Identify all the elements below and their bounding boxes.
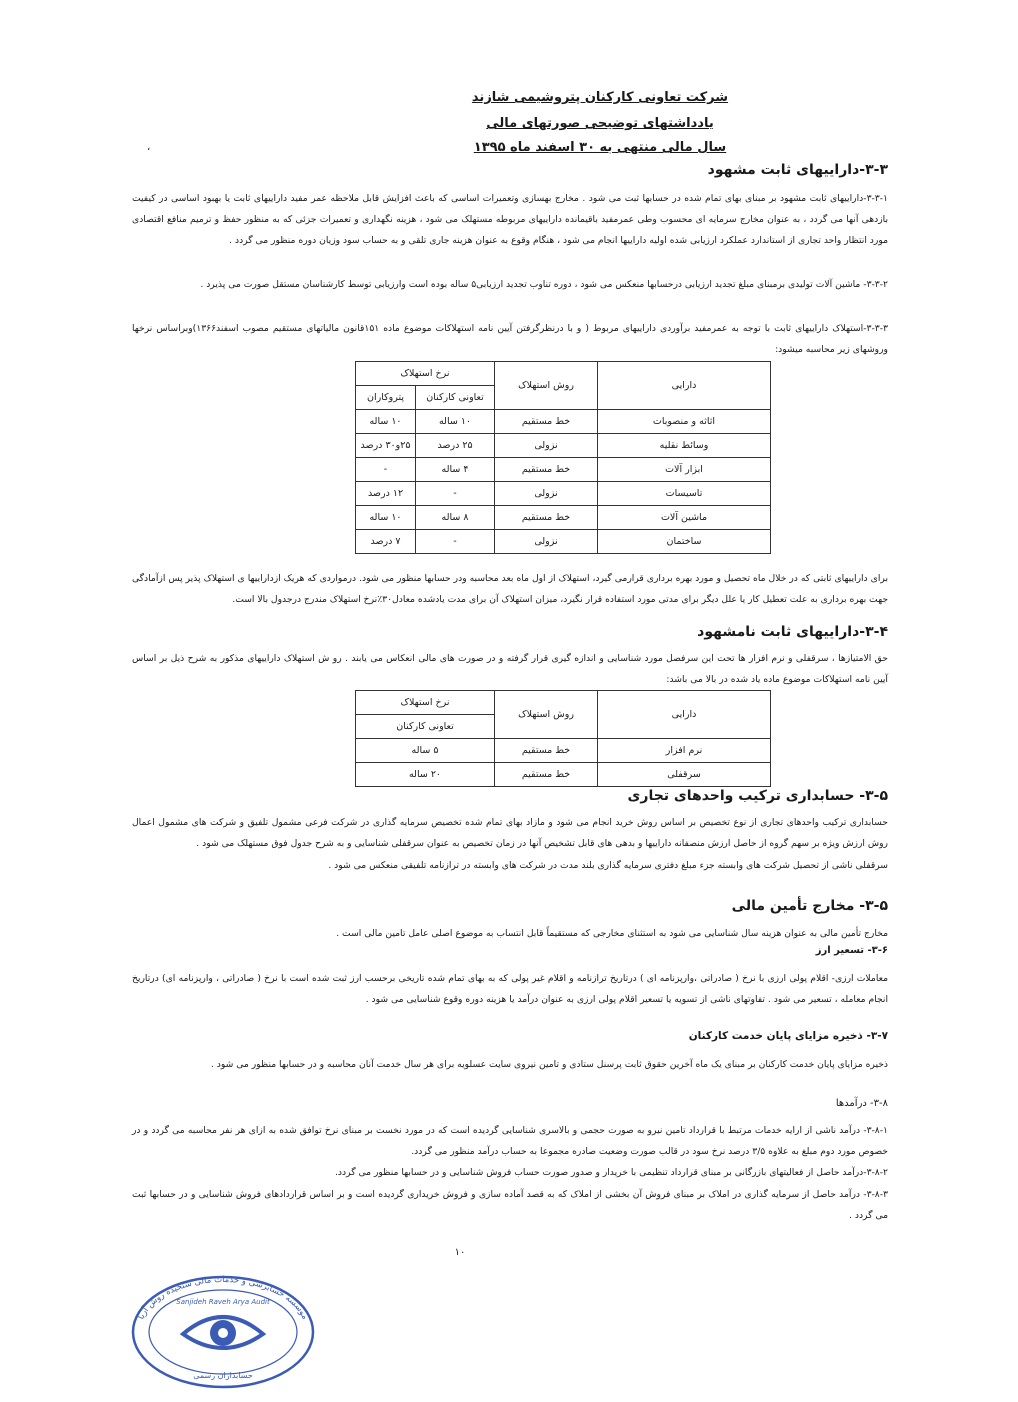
section-3-8-1-text: ۳-۸-۱- درآمد ناشی از ارایه خدمات مرتبط با قرارداد تامین نیرو به صورت حجمی و بالاسری شناسایی گردیده است که در مورد نخست بر مبنای نرخ توافق شده به ازای هر نفر محاسبه می گردد و در خصوص مورد دوم مبلغ به علاوه ۳/۵ درصد نرخ سود در قالب صورت وضعیت صادره مجموعا به حساب درآمد منظور می گردد. xyxy=(132,1125,888,1157)
cell-method: خط مستقیم xyxy=(495,458,598,482)
section-3-3-2-text: ۳-۳-۲- ماشین آلات تولیدی برمبنای مبلغ تجدید ارزیابی درحسابها منعکس می شود ، دوره تناوب تجدید ارزیابی۵ ساله بوده است وارزیابی توسط کارشناسان مستقل صورت می پذیرد . xyxy=(200,279,888,290)
cell-petro: - xyxy=(356,458,416,482)
section-3-3-1-text: ۳-۳-۱-داراییهای ثابت مشهود بر مبنای بهای تمام شده در حسابها ثبت می شود . مخارج بهسازی وتعمیرات اساسی که باعث افزایش قابل ملاحظه عمر مفید داراییهای ثابت یا بهبود اساسی در کیفیت بازدهی آنها می گردد ، به عنوان مخارج سرمایه ای محسوب وطی عمرمفید باقیمانده داراییهای مربوطه مستهلک می شود ، هزینه نگهداری و تعمیرات جزئی که به منظور حفظ و ترمیم منافع اقتصادی مورد انتظار واحد تجاری از استاندارد عملکرد ارزیابی شده اولیه داراییها انجام می شود ، هنگام وقوع به عنوان هزینه جاری تلقی و به حساب سود وزیان دوره منظور می گردد . xyxy=(132,193,888,246)
section-3-5-business-combination-text: حسابداری ترکیب واحدهای تجاری از نوع تخصیص بر اساس روش خرید انجام می شود و مازاد بهای تمام شده تخصیص سرمایه گذاری در شرکت فرعی مشمول تلفیق و شرکت های مشمول اعمال روش ارزش ویژه بر سهم گروه از حاصل ارزش منصفانه داراییها و بدهی های قابل تشخیص آنها در زمان تخصیص به عنوان سرقفلی شناسایی و به شرح جدول فوق مستهلک می شود . xyxy=(132,817,888,849)
cell-coop: ۴ ساله xyxy=(416,458,495,482)
margin-mark: ، xyxy=(147,142,151,153)
section-3-4-text: حق الامتیازها ، سرقفلی و نرم افزار ها تحت این سرفصل مورد شناسایی و اندازه گیری قرار گرفته و در صورت های مالی انعکاس می یابند . رو ش استهلاک داراییهای مذکور به شرح ذیل بر اساس آیین نامه استهلاکات موضوع ماده یاد شده در بالا می باشد: xyxy=(132,653,888,685)
company-title: شرکت تعاونی کارکنان پتروشیمی شازند xyxy=(471,90,729,105)
cell-petro: ۱۰ ساله xyxy=(356,506,416,530)
cell-asset: تاسیسات xyxy=(598,482,771,506)
section-3-3-title: ۳-۳-داراییهای ثابت مشهود xyxy=(707,162,888,178)
col-coop-header: تعاونی کارکنان xyxy=(356,715,495,739)
cell-asset: ابزار آلات xyxy=(598,458,771,482)
stamp-latin-text: Sanjideh Raveh Arya Audit xyxy=(176,1298,270,1306)
col-method-header: روش استهلاک xyxy=(495,362,598,410)
section-3-5-business-combination-title: ۳-۵- حسابداری ترکیب واحدهای تجاری xyxy=(627,788,888,804)
cell-method: نزولی xyxy=(495,434,598,458)
section-3-7-title: ۳-۷- ذخیره مزایای پایان خدمت کارکنان xyxy=(688,1030,888,1042)
cell-method: خط مستقیم xyxy=(495,763,598,787)
section-3-4-title: ۳-۴-داراییهای ثابت نامشهود xyxy=(697,624,888,640)
table-row xyxy=(356,763,771,787)
col-rate-header: نرخ استهلاک xyxy=(356,691,495,715)
table-row xyxy=(356,434,771,458)
cell-asset: ماشین آلات xyxy=(598,506,771,530)
cell-asset: ساختمان xyxy=(598,530,771,554)
section-3-5-financing-title: ۳-۵- مخارج تأمین مالی xyxy=(731,898,888,914)
cell-petro: ۱۰ ساله xyxy=(356,410,416,434)
fiscal-period: سال مالی منتهی به ۳۰ اسفند ماه ۱۳۹۵ xyxy=(473,140,727,155)
table-row xyxy=(356,530,771,554)
cell-asset: سرقفلی xyxy=(598,763,771,787)
cell-coop: ۱۰ ساله xyxy=(416,410,495,434)
table-row xyxy=(356,482,771,506)
cell-coop: ۸ ساله xyxy=(416,506,495,530)
cell-petro: ۱۲ درصد xyxy=(356,482,416,506)
cell-asset: نرم افزار xyxy=(598,739,771,763)
col-rate-header: نرخ استهلاک xyxy=(356,362,495,386)
col-coop-header: تعاونی کارکنان xyxy=(416,386,495,410)
cell-method: خط مستقیم xyxy=(495,739,598,763)
eye-icon xyxy=(183,1317,263,1348)
cell-method: نزولی xyxy=(495,530,598,554)
table-row xyxy=(356,458,771,482)
section-3-8-title: ۳-۸- درآمدها xyxy=(835,1098,888,1109)
table-row xyxy=(356,506,771,530)
section-3-6-title: ۳-۶- تسعیر ارز xyxy=(815,945,888,956)
cell-method: نزولی xyxy=(495,482,598,506)
cell-petro: ۲۵و۳۰ درصد xyxy=(356,434,416,458)
cell-asset: اثاثه و منصوبات xyxy=(598,410,771,434)
section-3-5-goodwill-text: سرقفلی ناشی از تحصیل شرکت های وابسته جزء مبلغ دفتری سرمایه گذاری بلند مدت در شرکت های وابسته در ترازنامه تلفیقی منعکس می شود . xyxy=(328,860,888,871)
cell-method: خط مستقیم xyxy=(495,410,598,434)
cell-coop: ۲۵ درصد xyxy=(416,434,495,458)
col-petro-header: پتروکاران xyxy=(356,386,416,410)
table-row xyxy=(356,410,771,434)
page-number: ۱۰ xyxy=(454,1247,466,1258)
section-3-3-3-text: ۳-۳-۳-استهلاک داراییهای ثابت با توجه به عمرمفید برآوردی داراییهای مربوط ( و با درنظرگرفتن آیین نامه استهلاکات موضوع ماده ۱۵۱قانون مالیاتهای مستقیم مصوب اسفند۱۳۶۶)وبراساس نرخها وروشهای زیر محاسبه میشود: xyxy=(132,323,888,355)
cell-coop: ۲۰ ساله xyxy=(356,763,495,787)
cell-coop: - xyxy=(416,530,495,554)
intangible-depreciation-table xyxy=(355,690,771,787)
col-method-header: روش استهلاک xyxy=(495,691,598,739)
section-3-8-3-text: ۳-۸-۳- درآمد حاصل از سرمایه گذاری در املاک بر مبنای فروش آن بخشی از املاک که به قصد آماده سازی و فروش خریداری گردیده است و بر اساس قراردادهای فروش شناسایی و در حسابها ثبت می گردد . xyxy=(132,1189,888,1221)
stamp-bottom-text: حسابداران رسمی xyxy=(193,1371,253,1380)
cell-petro: ۷ درصد xyxy=(356,530,416,554)
auditor-stamp xyxy=(128,1270,318,1390)
cell-asset: وسائط نقلیه xyxy=(598,434,771,458)
cell-coop: ۵ ساله xyxy=(356,739,495,763)
notes-subtitle: یادداشتهای توضیحی صورتهای مالی xyxy=(486,116,714,131)
cell-coop: - xyxy=(416,482,495,506)
section-3-6-text: معاملات ارزی- اقلام پولی ارزی با نرخ ( صادراتی ،وارپزنامه ای ) درتاریخ ترازنامه و اقلام غیر پولی که به بهای تمام شده تاریخی برحسب ارز ثبت شده است با نرخ ( صادراتی ، وارپزنامه ای) درتاریخ انجام معامله ، تسعیر می شود . تفاوتهای ناشی از تسویه یا تسعیر اقلام پولی ارزی به عنوان درآمد یا هزینه دوره وقوع شناسایی می شود . xyxy=(132,973,888,1005)
section-3-5-financing-text: مخارج تأمین مالی به عنوان هزینه سال شناسایی می شود به استثنای مخارجی که مستقیماً قابل انتساب به موضوع اصلی عامل تامین مالی است . xyxy=(336,928,888,939)
col-asset-header: دارایی xyxy=(598,362,771,410)
section-3-3-depreciation-note: برای داراییهای ثابتی که در خلال ماه تحصیل و مورد بهره برداری قرارمی گیرد، استهلاک از اول ماه بعد محاسبه ودر حسابها منظور می شود. درمواردی که هریک ازداراییها ی استهلاک پذیر پس ازآمادگی جهت بهره برداری به علت تعطیل کار یا علل دیگر برای مدتی مورد استفاده قرار نگیرد، میزان استهلاک آن برای مدت یادشده معادل۳۰٪نرخ استهلاک مندرج درجدول بالا است. xyxy=(132,573,888,605)
tangible-depreciation-table xyxy=(355,361,771,554)
section-3-7-text: ذخیره مزایای پایان خدمت کارکنان بر مبنای یک ماه آخرین حقوق ثابت پرسنل ستادی و تامین نیروی سایت عسلویه برای هر سال خدمت آنان محاسبه و در حسابها منظور می شود . xyxy=(210,1059,888,1070)
cell-method: خط مستقیم xyxy=(495,506,598,530)
table-row xyxy=(356,739,771,763)
col-asset-header: دارایی xyxy=(598,691,771,739)
stamp-top-text: موسسه حسابرسی و خدمات مالی سنجیده روش آریا xyxy=(136,1274,310,1322)
section-3-8-2-text: ۳-۸-۲-درآمد حاصل از فعالیتهای بازرگانی بر مبنای قرارداد تنظیمی با خریدار و صدور صورت حساب فروش شناسایی و در حسابها منظور می گردد. xyxy=(335,1167,888,1178)
